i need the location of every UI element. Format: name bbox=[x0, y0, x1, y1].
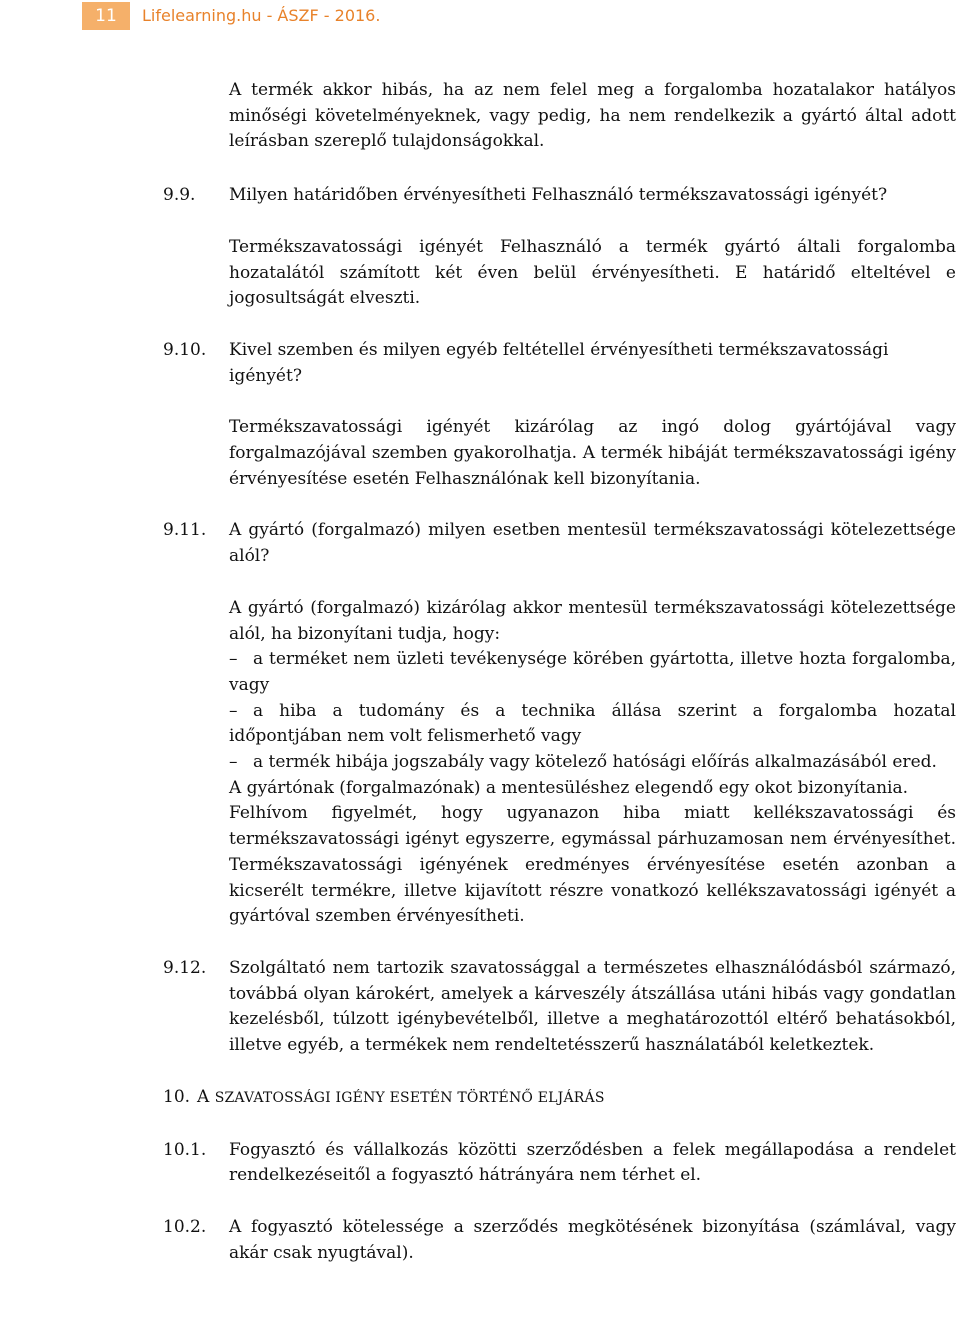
section-9-9-answer bbox=[0, 235, 960, 312]
section-number: 10.2. bbox=[163, 1216, 207, 1237]
page-header bbox=[0, 0, 960, 32]
question-text: Kivel szemben és milyen egyéb feltétellel érvényesítheti termékszavatossági igényét? bbox=[229, 339, 889, 386]
question-text: A gyártó (forgalmazó) milyen esetben mentesül termékszavatossági kötelezettsége alól? bbox=[229, 520, 956, 567]
section-9-9-question bbox=[0, 183, 960, 209]
section-10-heading bbox=[0, 1085, 960, 1112]
bullet-item: – a termék hibája jogszabály vagy kötelező hatósági előírás alkalmazásából ered. bbox=[229, 750, 956, 776]
answer-text: Termékszavatossági igényét kizárólag az ingó dolog gyártójával vagy forgalmazójával szemben gyakorolhatja. A termék hibáját termékszavatossági igény érvényesítése esetén Felhasználónak kell bizonyítania. bbox=[229, 417, 956, 489]
header-title: Lifelearning.hu - ÁSZF - 2016. bbox=[142, 6, 381, 25]
page-number-badge: 11 bbox=[82, 2, 130, 30]
question-text: Milyen határidőben érvényesítheti Felhasználó termékszavatossági igényét? bbox=[229, 185, 888, 206]
section-10-2 bbox=[0, 1215, 960, 1266]
section-text: Szolgáltató nem tartozik szavatossággal a természetes elhasználódásból származó, továbbá olyan károkért, amelyek a kárveszély átszállása utáni hibás vagy gondatlan kezelésből, túlzott igénybevételből, illetve a meghatározottól eltérő behatásokból, illetve egyéb, a termékek nem rendeltetésszerű használatából keletkeztek. bbox=[229, 957, 956, 1056]
answer-intro: A gyártó (forgalmazó) kizárólag akkor mentesül termékszavatossági kötelezettsége alól, ha bizonyítani tudja, hogy: bbox=[229, 597, 956, 644]
dash-bullet: – bbox=[229, 649, 238, 670]
section-number: 9.9. bbox=[163, 185, 196, 206]
dash-bullet: – bbox=[229, 752, 238, 773]
section-number: 9.10. bbox=[163, 339, 207, 360]
intro-paragraph bbox=[0, 78, 960, 155]
section-text: Fogyasztó és vállalkozás közötti szerződésben a felek megállapodása a rendelet rendelkezéseitől a fogyasztó hátrányára nem térhet el. bbox=[229, 1139, 956, 1186]
answer-paragraph: A gyártónak (forgalmazónak) a mentesüléshez elegendő egy okot bizonyítania. bbox=[229, 777, 909, 798]
section-9-11-answer bbox=[0, 596, 960, 930]
bullet-item: – a hiba a tudomány és a technika állása szerint a forgalomba hozatal időpontjában nem volt felismerhető vagy bbox=[229, 700, 956, 747]
answer-paragraph: Felhívom figyelmét, hogy ugyanazon hiba miatt kellékszavatossági és termékszavatossági igényt egyszerre, egymással párhuzamosan nem érvényesíthet. Termékszavatossági igényének eredményes érvényesítése esetén azonban a kicserélt termékre, illetve kijavított részre vonatkozó kellékszavatossági igényét a gyártóval szemben érvényesítheti. bbox=[229, 803, 956, 927]
dash-bullet: – bbox=[229, 700, 238, 721]
section-heading: A SZAVATOSSÁGI IGÉNY ESETÉN TÖRTÉNŐ ELJÁRÁS bbox=[197, 1086, 605, 1107]
section-number: 9.11. bbox=[163, 520, 207, 541]
answer-text: Termékszavatossági igényét Felhasználó a termék gyártó általi forgalomba hozatalától számított két éven belül érvényesítheti. E határidő elteltével e jogosultságát elveszti. bbox=[229, 236, 956, 309]
intro-text: A termék akkor hibás, ha az nem felel meg a forgalomba hozatalakor hatályos minőségi követelményeknek, vagy pedig, ha nem rendelkezik a gyártó által adott leírásban szereplő tulajdonságokkal. bbox=[229, 80, 956, 152]
section-9-12 bbox=[0, 956, 960, 1059]
section-number: 10.1. bbox=[163, 1139, 207, 1160]
document-body bbox=[0, 78, 960, 1266]
bullet-item: – a terméket nem üzleti tevékenysége körében gyártotta, illetve hozta forgalomba, vagy bbox=[229, 649, 956, 695]
section-text: A fogyasztó kötelessége a szerződés megkötésének bizonyítása (számlával, vagy akár csak nyugtával). bbox=[229, 1216, 956, 1263]
section-9-10-answer bbox=[0, 415, 960, 492]
section-9-11-question bbox=[0, 518, 960, 569]
section-9-10-question bbox=[0, 338, 960, 389]
section-number: 9.12. bbox=[163, 957, 207, 978]
section-number: 10. bbox=[163, 1086, 191, 1107]
section-10-1 bbox=[0, 1138, 960, 1189]
